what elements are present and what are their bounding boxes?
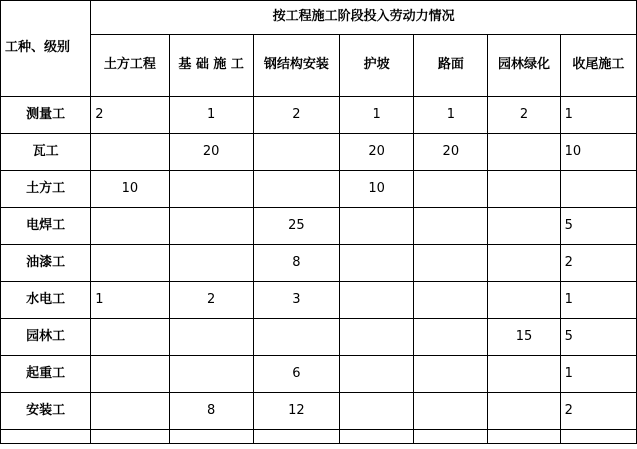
cell-value: 5 <box>560 319 636 356</box>
cell-value <box>488 282 560 319</box>
column-header-finishing: 收尾施工 <box>560 35 636 97</box>
cell-value <box>340 356 414 393</box>
table-header-row <box>1 35 637 97</box>
table-row <box>1 356 637 393</box>
spacer-cell <box>169 430 253 444</box>
cell-value: 5 <box>560 208 636 245</box>
cell-value <box>488 393 560 430</box>
cell-value <box>169 208 253 245</box>
row-label: 园林工 <box>1 319 91 356</box>
spacer-cell <box>91 430 169 444</box>
cell-value: 20 <box>414 134 488 171</box>
row-label: 水电工 <box>1 282 91 319</box>
cell-value <box>340 282 414 319</box>
cell-value: 1 <box>560 97 636 134</box>
table-row <box>1 282 637 319</box>
cell-value <box>253 319 339 356</box>
table-title: 按工程施工阶段投入劳动力情况 <box>91 1 637 35</box>
row-label: 瓦工 <box>1 134 91 171</box>
cell-value <box>253 134 339 171</box>
table-row <box>1 97 637 134</box>
cell-value <box>414 245 488 282</box>
cell-value: 12 <box>253 393 339 430</box>
cell-value: 2 <box>91 97 169 134</box>
cell-value: 6 <box>253 356 339 393</box>
cell-value: 1 <box>560 356 636 393</box>
table-row <box>1 208 637 245</box>
cell-value <box>414 282 488 319</box>
cell-value: 1 <box>91 282 169 319</box>
table-title-row <box>1 1 637 35</box>
cell-value: 10 <box>91 171 169 208</box>
row-label: 电焊工 <box>1 208 91 245</box>
cell-value <box>560 171 636 208</box>
cell-value <box>169 245 253 282</box>
cell-value <box>91 134 169 171</box>
spacer-cell <box>1 430 91 444</box>
spacer-cell <box>560 430 636 444</box>
spacer-cell <box>340 430 414 444</box>
spacer-cell <box>253 430 339 444</box>
cell-value <box>340 393 414 430</box>
column-header-steel-structure: 钢结构安装 <box>253 35 339 97</box>
cell-value: 1 <box>560 282 636 319</box>
cell-value <box>91 356 169 393</box>
spacer-cell <box>414 430 488 444</box>
cell-value <box>488 171 560 208</box>
table-row <box>1 171 637 208</box>
cell-value <box>91 245 169 282</box>
column-header-foundation: 基 础 施 工 <box>169 35 253 97</box>
cell-value: 2 <box>169 282 253 319</box>
cell-value: 2 <box>560 245 636 282</box>
cell-value: 15 <box>488 319 560 356</box>
cell-value <box>340 208 414 245</box>
column-header-pavement: 路面 <box>414 35 488 97</box>
cell-value: 1 <box>414 97 488 134</box>
cell-value <box>253 171 339 208</box>
cell-value: 20 <box>340 134 414 171</box>
cell-value <box>91 393 169 430</box>
row-label: 土方工 <box>1 171 91 208</box>
row-label: 油漆工 <box>1 245 91 282</box>
column-header-landscaping: 园林绿化 <box>488 35 560 97</box>
cell-value: 8 <box>169 393 253 430</box>
cell-value <box>488 356 560 393</box>
cell-value <box>414 208 488 245</box>
cell-value <box>414 356 488 393</box>
cell-value <box>488 245 560 282</box>
row-label: 安装工 <box>1 393 91 430</box>
cell-value <box>169 356 253 393</box>
column-header-earthwork: 土方工程 <box>91 35 169 97</box>
cell-value: 3 <box>253 282 339 319</box>
cell-value <box>91 208 169 245</box>
row-label: 起重工 <box>1 356 91 393</box>
cell-value <box>169 171 253 208</box>
cell-value: 1 <box>340 97 414 134</box>
row-label: 测量工 <box>1 97 91 134</box>
table-row <box>1 393 637 430</box>
column-header-slope-protection: 护坡 <box>340 35 414 97</box>
cell-value: 10 <box>340 171 414 208</box>
table-row <box>1 245 637 282</box>
cell-value <box>488 208 560 245</box>
cell-value <box>414 319 488 356</box>
cell-value: 10 <box>560 134 636 171</box>
cell-value: 1 <box>169 97 253 134</box>
table-row <box>1 134 637 171</box>
cell-value: 2 <box>253 97 339 134</box>
cell-value <box>414 393 488 430</box>
cell-value <box>91 319 169 356</box>
cell-value: 20 <box>169 134 253 171</box>
cell-value: 2 <box>560 393 636 430</box>
corner-header: 工种、级别 <box>1 1 91 97</box>
table-row <box>1 319 637 356</box>
cell-value <box>169 319 253 356</box>
spacer-cell <box>488 430 560 444</box>
cell-value <box>488 134 560 171</box>
cell-value <box>340 319 414 356</box>
cell-value: 25 <box>253 208 339 245</box>
cell-value <box>340 245 414 282</box>
table-bottom-partial-row <box>1 430 637 444</box>
cell-value <box>414 171 488 208</box>
cell-value: 2 <box>488 97 560 134</box>
cell-value: 8 <box>253 245 339 282</box>
